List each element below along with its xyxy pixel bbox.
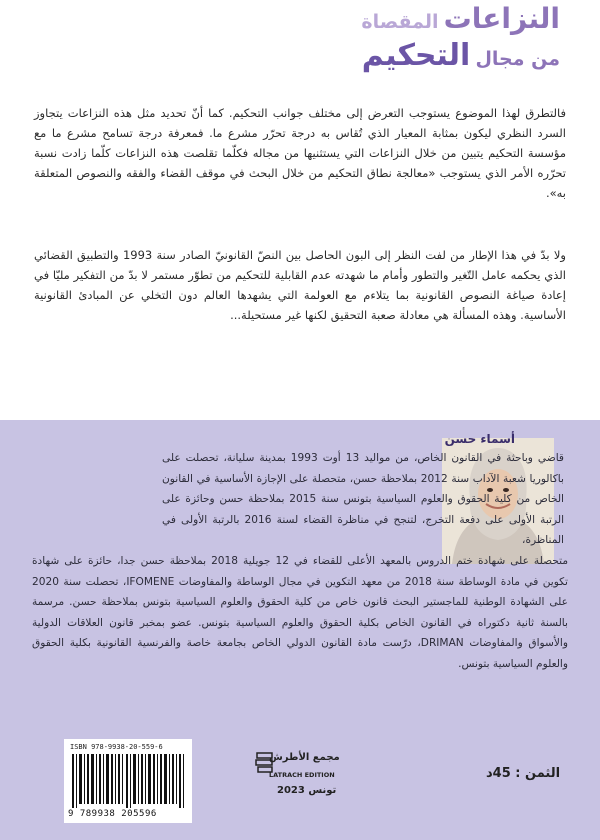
price bbox=[486, 766, 560, 781]
publisher-city-year: تونس 2023 bbox=[277, 785, 337, 796]
title-word-nizaat: النزاعات bbox=[443, 2, 560, 35]
publisher-logo bbox=[255, 744, 345, 804]
author-name: أسماء حسن bbox=[444, 432, 515, 446]
publisher-name-ar: مجمع الأطرش bbox=[269, 752, 340, 763]
publisher-name-en: LATRACH EDITION bbox=[269, 771, 335, 779]
book-title-line1 bbox=[361, 2, 560, 35]
title-word-min-majal: من مجال bbox=[475, 48, 560, 70]
barcode-digits: 9 789938 205596 bbox=[68, 809, 157, 819]
title-word-tahkim: التحكيم bbox=[361, 38, 471, 73]
isbn-barcode bbox=[64, 739, 192, 823]
author-bio-part1: قاضي وباحثة في القانون الخاص، من مواليد 13 أوت 1993 بمدينة سليانة، تحصلت على باكالوريا شعبة الآداب سنة 2012 بملاحظة حسن، متحصلة على الإجازة الأساسية في القانون الخاص من كلية الحقوق والعلوم السياسية بتونس سنة 2015 بملاحظة حسن وحائزة على الرتبة الأولى على دفعة التخرج، لتنجح في مناظرة القضاء لسنة 2016 بالرتبة الأولى في المناظرة، bbox=[162, 452, 565, 546]
author-bio-part2: متحصلة على شهادة ختم الدروس بالمعهد الأعلى للقضاء في 12 جويلية 2018 بملاحظة حسن جدا، حائزة على شهادة تكوين في مادة الوساطة سنة 2018 من معهد التكوين في مجال الوساطة والمفاوضات IFOMENE، تحصلت سنة 2020 على الشهادة الوطنية للماجستير البحث قانون خاص من كلية الحقوق والعلوم السياسية بتونس بملاحظة حسن. مرسمة بالسنة ثانية دكتوراه في القانون الخاص بكلية الحقوق والعلوم السياسية بتونس. عضو بمخبر قانون العلاقات الدولية والأسواق والمفاوضات DRIMAN، درّست مادة القانون الدولي الخاص بجامعة خاصة والفرنسية القانونية بكلية الحقوق والعلوم السياسية بتونس. bbox=[32, 555, 568, 670]
isbn-label: ISBN 978-9938-20-559-6 bbox=[70, 743, 163, 751]
title-word-muqsat: المقصاة bbox=[361, 11, 439, 33]
price-label: الثمن : bbox=[515, 766, 561, 781]
book-title-line2 bbox=[362, 38, 560, 73]
price-value: 45د bbox=[486, 766, 511, 781]
summary-paragraph-1: فالتطرق لهذا الموضوع يستوجب التعرض إلى مختلف جوانب التحكيم. كما أنّ تحديد مثل هذه النزاعات يتجاوز السرد النظري ليكون بمثابة المعيار الذي تُقاس به درجة تحرّر مشرع ما. فمعرفة درجة تسامح مشرع ما مع مؤسسة التحكيم يتبين من خلال النزاعات التي يستثنيها من مجاله فكلّما تقلصت هذه النزاعات كلّما زادت نسبة تحرّره الأمر الذي يستوجب «معالجة نطاق التحكيم من خلال البحث في موقف القضاء والفقه والنصوص المتعلقة به». bbox=[34, 106, 566, 200]
summary-paragraph-2: ولا بدّ في هذا الإطار من لفت النظر إلى البون الحاصل بين النصّ القانونيّ الصادر سنة 1993 والتطبيق القضائي الذي يحكمه عامل التّغير والتطور وأمام ما شهدته عدم القابلية للتحكيم من تطوّر مستمر لا بدّ من التفكير مليّا في إعادة صياغة النصوص القانونية بما يتلاءم مع العولمة التي يشهدها العالم دون التخلي عن المبادئ القانونية الأساسية. وهذه المسألة هي معادلة صعبة التحقيق لكنها غير مستحيلة... bbox=[34, 248, 566, 322]
barcode-bars-icon bbox=[70, 754, 186, 808]
